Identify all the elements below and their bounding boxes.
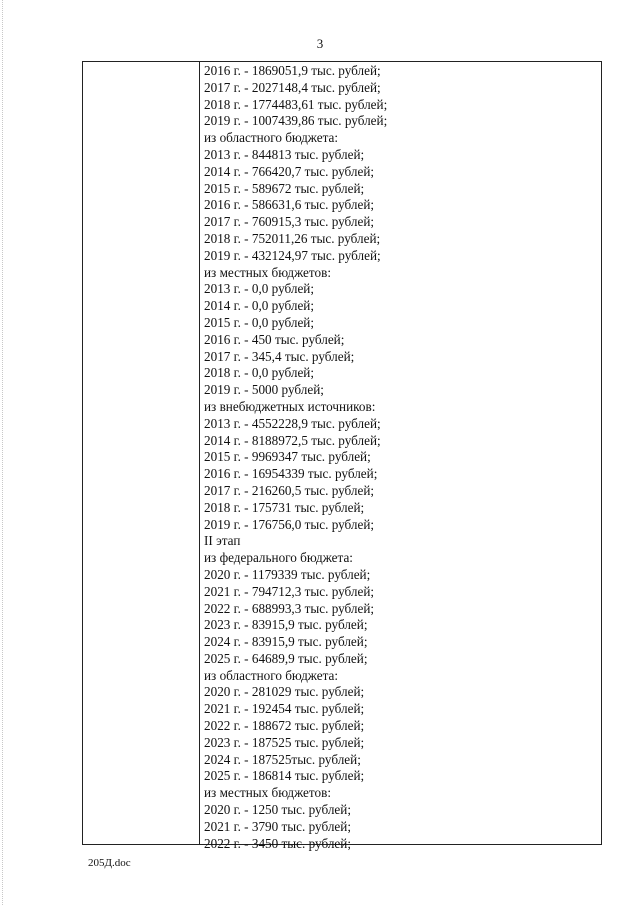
text-line: из внебюджетных источников: [204, 398, 376, 414]
text-line: 2020 г. - 1250 тыс. рублей; [204, 802, 351, 818]
text-line: 2018 г. - 0,0 рублей; [204, 365, 315, 381]
text-line: 2024 г. - 83915,9 тыс. рублей; [204, 634, 368, 650]
text-line: 2023 г. - 187525 тыс. рублей; [204, 734, 365, 750]
text-line: 2022 г. - 3450 тыс. рублей; [204, 835, 351, 851]
text-line: 2024 г. - 187525тыс. рублей; [204, 751, 361, 767]
text-line: 2016 г. - 450 тыс. рублей; [204, 331, 345, 347]
text-line: 2017 г. - 216260,5 тыс. рублей; [204, 482, 375, 498]
text-line: 2019 г. - 5000 рублей; [204, 382, 324, 398]
text-line: 2013 г. - 0,0 рублей; [204, 281, 315, 297]
text-line: 2015 г. - 0,0 рублей; [204, 314, 315, 330]
text-line: 2014 г. - 766420,7 тыс. рублей; [204, 163, 375, 179]
text-line: 2013 г. - 4552228,9 тыс. рублей; [204, 415, 381, 431]
text-line: 2019 г. - 176756,0 тыс. рублей; [204, 516, 375, 532]
text-line: 2018 г. - 175731 тыс. рублей; [204, 499, 365, 515]
text-line: 2016 г. - 586631,6 тыс. рублей; [204, 197, 375, 213]
text-line: 2014 г. - 0,0 рублей; [204, 298, 315, 314]
document-filename: 205Д.doc [88, 857, 131, 869]
text-line: 2025 г. - 64689,9 тыс. рублей; [204, 650, 368, 666]
text-line: 2016 г. - 1869051,9 тыс. рублей; [204, 63, 381, 78]
text-line: 2015 г. - 589672 тыс. рублей; [204, 180, 365, 196]
text-line: 2017 г. - 760915,3 тыс. рублей; [204, 214, 375, 230]
text-line: 2019 г. - 432124,97 тыс. рублей; [204, 247, 381, 263]
text-line: 2021 г. - 192454 тыс. рублей; [204, 701, 365, 717]
text-line: 2014 г. - 8188972,5 тыс. рублей; [204, 432, 381, 448]
text-line: 2016 г. - 16954339 тыс. рублей; [204, 466, 378, 482]
text-line: 2025 г. - 186814 тыс. рублей; [204, 768, 365, 784]
text-line: 2022 г. - 188672 тыс. рублей; [204, 718, 365, 734]
text-line: 2017 г. - 345,4 тыс. рублей; [204, 348, 355, 364]
text-line: из областного бюджета: [204, 667, 339, 683]
text-line: из федерального бюджета: [204, 550, 353, 566]
funding-text-cell [204, 63, 600, 852]
text-line: 2018 г. - 1774483,61 тыс. рублей; [204, 96, 388, 112]
table-column-divider [199, 61, 200, 845]
text-line: 2018 г. - 752011,26 тыс. рублей; [204, 230, 381, 246]
text-line: 2021 г. - 3790 тыс. рублей; [204, 818, 351, 834]
text-line: 2015 г. - 9969347 тыс. рублей; [204, 449, 371, 465]
text-line: 2020 г. - 281029 тыс. рублей; [204, 684, 365, 700]
text-line: 2019 г. - 1007439,86 тыс. рублей; [204, 113, 388, 129]
text-line: 2020 г. - 1179339 тыс. рублей; [204, 566, 371, 582]
text-line: 2021 г. - 794712,3 тыс. рублей; [204, 583, 375, 599]
text-line: 2013 г. - 844813 тыс. рублей; [204, 146, 365, 162]
scan-edge [2, 0, 3, 905]
text-line: 2017 г. - 2027148,4 тыс. рублей; [204, 79, 381, 95]
text-line: из местных бюджетов: [204, 264, 331, 280]
text-line: из областного бюджета: [204, 130, 339, 146]
page-number: 3 [316, 36, 324, 51]
text-line: 2023 г. - 83915,9 тыс. рублей; [204, 617, 368, 633]
text-line: из местных бюджетов: [204, 785, 331, 801]
text-line: 2022 г. - 688993,3 тыс. рублей; [204, 600, 375, 616]
text-line: II этап [204, 533, 241, 549]
